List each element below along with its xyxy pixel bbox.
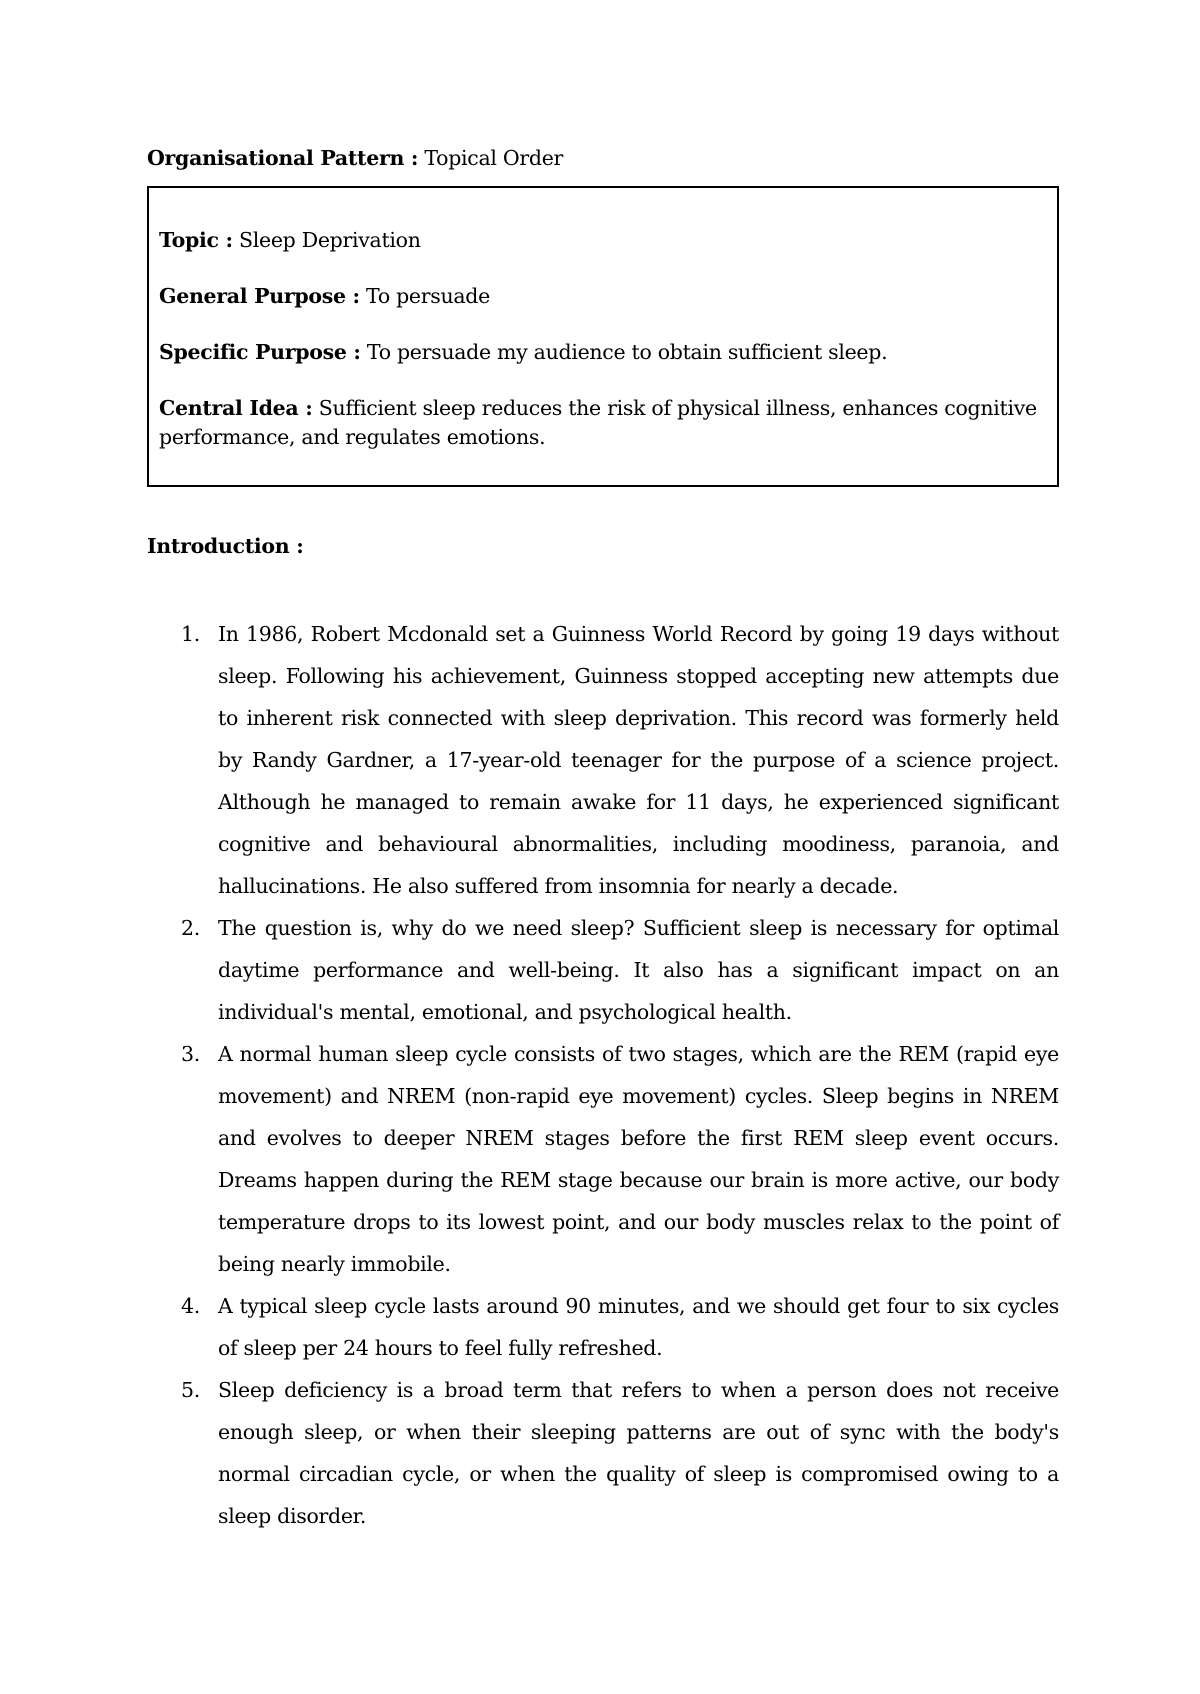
list-item bbox=[147, 1369, 1059, 1537]
pattern-label: Organisational Pattern : bbox=[147, 146, 419, 170]
list-item bbox=[147, 1285, 1059, 1369]
list-text: A typical sleep cycle lasts around 90 minutes, and we should get four to six cycles of sleep per 24 hours to feel fully refreshed. bbox=[218, 1294, 1059, 1360]
introduction-heading: Introduction : bbox=[147, 534, 304, 558]
list-text: The question is, why do we need sleep? Sufficient sleep is necessary for optimal daytime performance and well-being. It also has a significant impact on an individual's mental, emotional, and psychological health. bbox=[218, 916, 1059, 1024]
list-item bbox=[147, 1033, 1059, 1285]
introduction-list bbox=[147, 613, 1059, 1537]
pattern-value: Topical Order bbox=[418, 146, 564, 170]
list-text: In 1986, Robert Mcdonald set a Guinness World Record by going 19 days without sleep. Following his achievement, Guinness stopped accepting new attempts due to inherent risk connected with sleep deprivation. This record was formerly held by Randy Gardner, a 17-year-old teenager for the purpose of a science project. Although he managed to remain awake for 11 days, he experienced significant cognitive and behavioural abnormalities, including moodiness, paranoia, and hallucinations. He also suffered from insomnia for nearly a decade. bbox=[218, 622, 1059, 898]
central-idea-row bbox=[159, 394, 1039, 452]
topic-value: Sleep Deprivation bbox=[232, 228, 421, 252]
list-number: 2. bbox=[181, 916, 200, 940]
list-text: Sleep deficiency is a broad term that refers to when a person does not receive enough sleep, or when their sleeping patterns are out of sync with the body's normal circadian cycle, or when the quality of sleep is compromised owing to a sleep disorder. bbox=[218, 1378, 1059, 1528]
topic-row bbox=[159, 228, 421, 252]
list-number: 5. bbox=[181, 1378, 200, 1402]
list-text: A normal human sleep cycle consists of two stages, which are the REM (rapid eye movement) and NREM (non-rapid eye movement) cycles. Sleep begins in NREM and evolves to deeper NREM stages before the first REM sleep event occurs. Dreams happen during the REM stage because our brain is more active, our body temperature drops to its lowest point, and our body muscles relax to the point of being nearly immobile. bbox=[218, 1042, 1059, 1276]
general-purpose-value: To persuade bbox=[359, 284, 490, 308]
central-idea-value: Sufficient sleep reduces the risk of physical illness, enhances cognitive performance, and regulates emotions. bbox=[159, 396, 1037, 449]
general-purpose-row bbox=[159, 284, 490, 308]
list-item bbox=[147, 907, 1059, 1033]
central-idea-label: Central Idea : bbox=[159, 396, 313, 420]
specific-purpose-value: To persuade my audience to obtain sufficient sleep. bbox=[360, 340, 888, 364]
general-purpose-label: General Purpose : bbox=[159, 284, 360, 308]
specific-purpose-label: Specific Purpose : bbox=[159, 340, 361, 364]
list-number: 4. bbox=[181, 1294, 200, 1318]
speech-summary-box bbox=[147, 186, 1059, 487]
specific-purpose-row bbox=[159, 340, 887, 364]
list-number: 3. bbox=[181, 1042, 200, 1066]
organisational-pattern bbox=[147, 146, 563, 170]
list-item bbox=[147, 613, 1059, 907]
topic-label: Topic : bbox=[159, 228, 233, 252]
list-number: 1. bbox=[181, 622, 200, 646]
